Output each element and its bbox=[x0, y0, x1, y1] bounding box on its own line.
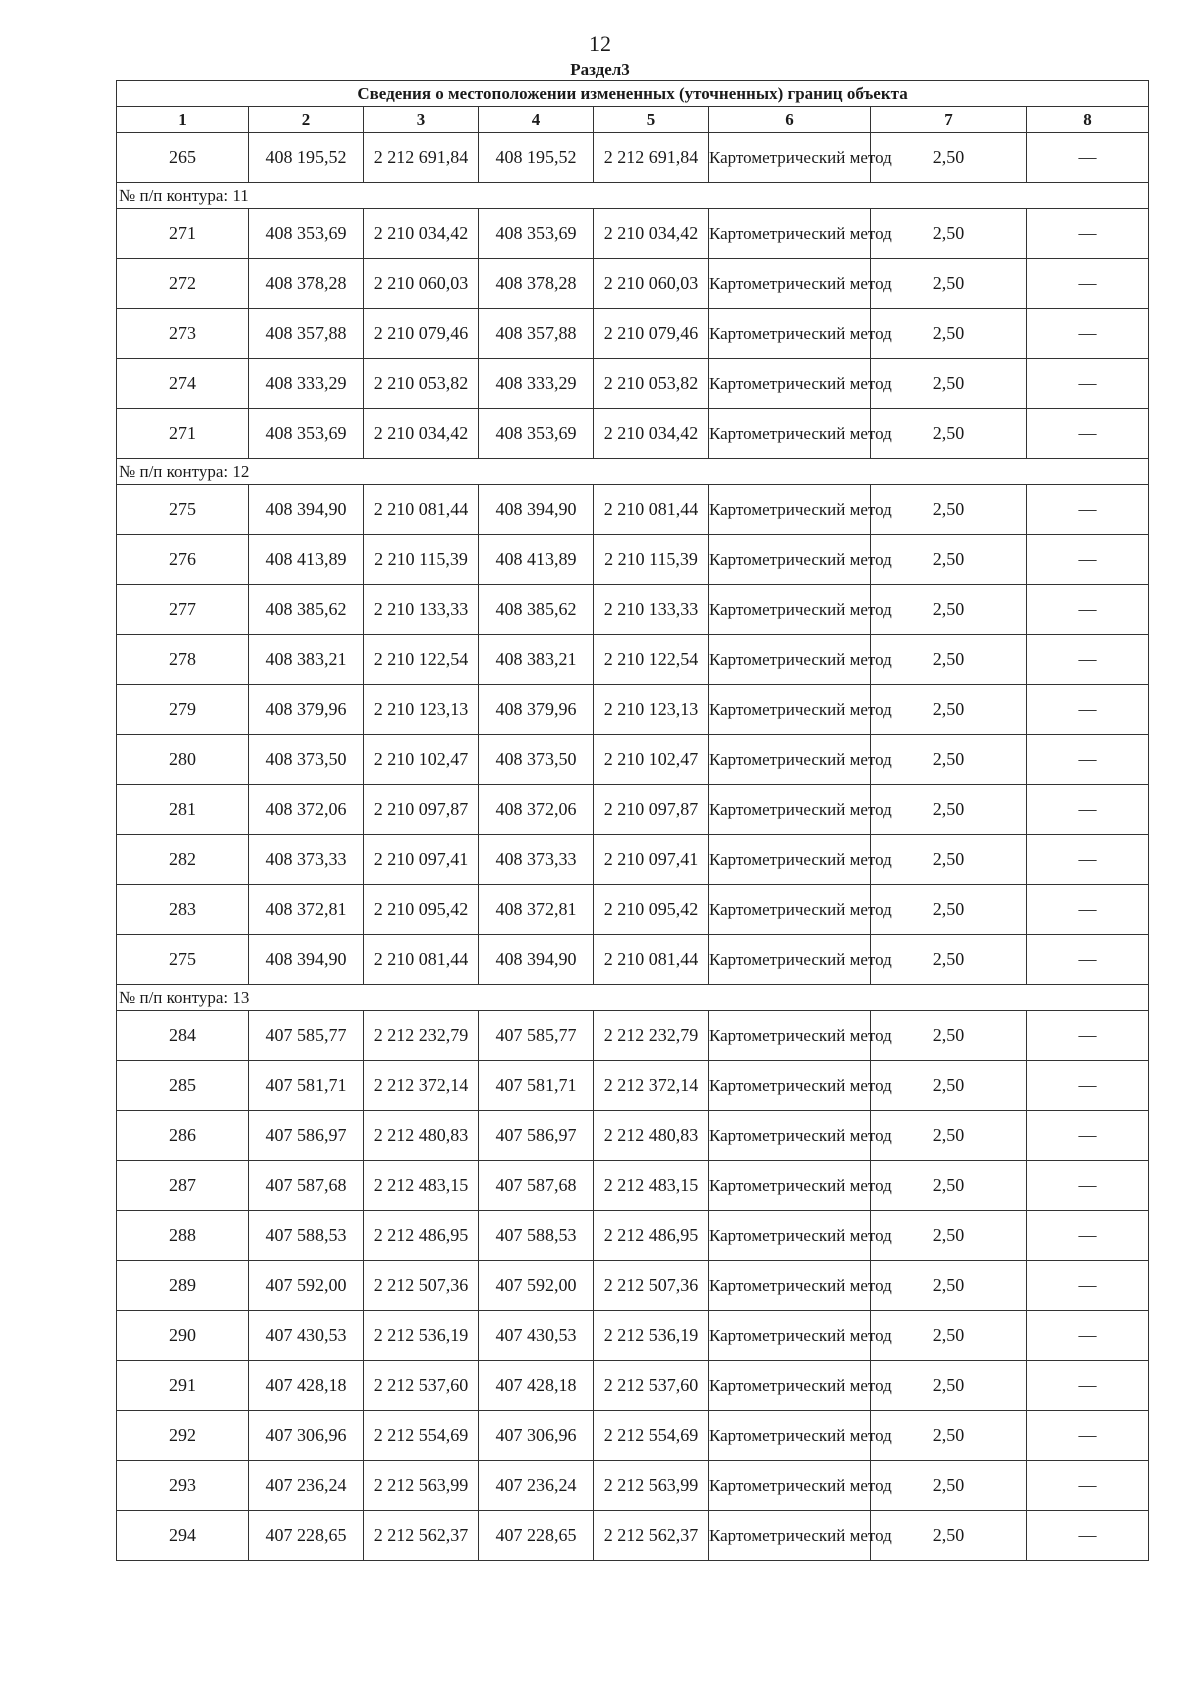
section-title: Раздел3 bbox=[570, 60, 630, 79]
accuracy-cell: 2,50 bbox=[871, 309, 1027, 359]
x-new-cell: 407 581,71 bbox=[479, 1061, 594, 1111]
y-new-cell: 2 210 034,42 bbox=[594, 409, 709, 459]
x-existing-cell: 408 333,29 bbox=[249, 359, 364, 409]
y-new-cell: 2 210 102,47 bbox=[594, 735, 709, 785]
accuracy-cell: 2,50 bbox=[871, 1061, 1027, 1111]
y-existing-cell: 2 212 536,19 bbox=[364, 1311, 479, 1361]
method-cell: Картометрический метод bbox=[709, 485, 871, 535]
y-existing-cell: 2 210 081,44 bbox=[364, 935, 479, 985]
x-existing-cell: 408 394,90 bbox=[249, 935, 364, 985]
accuracy-cell: 2,50 bbox=[871, 685, 1027, 735]
y-existing-cell: 2 212 372,14 bbox=[364, 1061, 479, 1111]
x-existing-cell: 407 585,77 bbox=[249, 1011, 364, 1061]
method-cell: Картометрический метод bbox=[709, 1311, 871, 1361]
accuracy-cell: 2,50 bbox=[871, 209, 1027, 259]
point-number-cell: 279 bbox=[117, 685, 249, 735]
x-new-cell: 408 357,88 bbox=[479, 309, 594, 359]
description-cell: — bbox=[1027, 535, 1149, 585]
y-existing-cell: 2 210 133,33 bbox=[364, 585, 479, 635]
accuracy-cell: 2,50 bbox=[871, 1461, 1027, 1511]
method-cell: Картометрический метод bbox=[709, 535, 871, 585]
point-number-cell: 283 bbox=[117, 885, 249, 935]
x-existing-cell: 408 373,50 bbox=[249, 735, 364, 785]
table-row bbox=[117, 1211, 1149, 1261]
table-row bbox=[117, 1461, 1149, 1511]
table-row bbox=[117, 635, 1149, 685]
point-number-cell: 272 bbox=[117, 259, 249, 309]
accuracy-cell: 2,50 bbox=[871, 1411, 1027, 1461]
y-new-cell: 2 210 060,03 bbox=[594, 259, 709, 309]
point-number-cell: 287 bbox=[117, 1161, 249, 1211]
y-existing-cell: 2 212 563,99 bbox=[364, 1461, 479, 1511]
point-number-cell: 290 bbox=[117, 1311, 249, 1361]
method-cell: Картометрический метод bbox=[709, 835, 871, 885]
x-existing-cell: 408 383,21 bbox=[249, 635, 364, 685]
table-row bbox=[117, 835, 1149, 885]
y-new-cell: 2 210 133,33 bbox=[594, 585, 709, 635]
y-new-cell: 2 212 563,99 bbox=[594, 1461, 709, 1511]
x-new-cell: 407 592,00 bbox=[479, 1261, 594, 1311]
accuracy-cell: 2,50 bbox=[871, 359, 1027, 409]
method-cell: Картометрический метод bbox=[709, 133, 871, 183]
point-number-cell: 274 bbox=[117, 359, 249, 409]
description-cell: — bbox=[1027, 259, 1149, 309]
method-cell: Картометрический метод bbox=[709, 1161, 871, 1211]
x-new-cell: 408 378,28 bbox=[479, 259, 594, 309]
y-existing-cell: 2 210 102,47 bbox=[364, 735, 479, 785]
table-row bbox=[117, 1311, 1149, 1361]
point-number-cell: 289 bbox=[117, 1261, 249, 1311]
x-existing-cell: 407 306,96 bbox=[249, 1411, 364, 1461]
y-existing-cell: 2 212 507,36 bbox=[364, 1261, 479, 1311]
x-existing-cell: 408 379,96 bbox=[249, 685, 364, 735]
column-number: 4 bbox=[479, 107, 594, 133]
x-new-cell: 408 385,62 bbox=[479, 585, 594, 635]
description-cell: — bbox=[1027, 1411, 1149, 1461]
x-existing-cell: 407 587,68 bbox=[249, 1161, 364, 1211]
table-row bbox=[117, 785, 1149, 835]
table-row bbox=[117, 133, 1149, 183]
x-new-cell: 407 228,65 bbox=[479, 1511, 594, 1561]
description-cell: — bbox=[1027, 1061, 1149, 1111]
x-new-cell: 408 413,89 bbox=[479, 535, 594, 585]
accuracy-cell: 2,50 bbox=[871, 935, 1027, 985]
y-new-cell: 2 212 483,15 bbox=[594, 1161, 709, 1211]
coordinates-table bbox=[116, 80, 1149, 1561]
method-cell: Картометрический метод bbox=[709, 259, 871, 309]
description-cell: — bbox=[1027, 935, 1149, 985]
description-cell: — bbox=[1027, 1111, 1149, 1161]
table-row bbox=[117, 209, 1149, 259]
description-cell: — bbox=[1027, 209, 1149, 259]
method-cell: Картометрический метод bbox=[709, 1411, 871, 1461]
table-caption: Сведения о местоположении измененных (уточненных) границ объекта bbox=[117, 81, 1149, 107]
accuracy-cell: 2,50 bbox=[871, 1511, 1027, 1561]
x-new-cell: 407 585,77 bbox=[479, 1011, 594, 1061]
point-number-cell: 277 bbox=[117, 585, 249, 635]
y-new-cell: 2 210 097,87 bbox=[594, 785, 709, 835]
table-row bbox=[117, 935, 1149, 985]
table-row bbox=[117, 1261, 1149, 1311]
x-new-cell: 408 394,90 bbox=[479, 935, 594, 985]
x-new-cell: 408 372,81 bbox=[479, 885, 594, 935]
y-existing-cell: 2 212 480,83 bbox=[364, 1111, 479, 1161]
page-number: 12 bbox=[589, 31, 611, 56]
point-number-cell: 294 bbox=[117, 1511, 249, 1561]
table-row bbox=[117, 585, 1149, 635]
y-new-cell: 2 210 053,82 bbox=[594, 359, 709, 409]
point-number-cell: 271 bbox=[117, 209, 249, 259]
y-new-cell: 2 212 554,69 bbox=[594, 1411, 709, 1461]
accuracy-cell: 2,50 bbox=[871, 835, 1027, 885]
table-row bbox=[117, 259, 1149, 309]
table-row bbox=[117, 1061, 1149, 1111]
point-number-cell: 280 bbox=[117, 735, 249, 785]
x-new-cell: 408 373,33 bbox=[479, 835, 594, 885]
y-existing-cell: 2 210 122,54 bbox=[364, 635, 479, 685]
point-number-cell: 271 bbox=[117, 409, 249, 459]
point-number-cell: 285 bbox=[117, 1061, 249, 1111]
table-row bbox=[117, 1011, 1149, 1061]
x-existing-cell: 407 586,97 bbox=[249, 1111, 364, 1161]
method-cell: Картометрический метод bbox=[709, 1261, 871, 1311]
contour-label: № п/п контура: 12 bbox=[117, 459, 1149, 485]
method-cell: Картометрический метод bbox=[709, 1061, 871, 1111]
table-row bbox=[117, 1411, 1149, 1461]
y-existing-cell: 2 212 483,15 bbox=[364, 1161, 479, 1211]
x-new-cell: 407 586,97 bbox=[479, 1111, 594, 1161]
x-existing-cell: 407 430,53 bbox=[249, 1311, 364, 1361]
y-existing-cell: 2 210 115,39 bbox=[364, 535, 479, 585]
y-existing-cell: 2 212 537,60 bbox=[364, 1361, 479, 1411]
column-number: 2 bbox=[249, 107, 364, 133]
description-cell: — bbox=[1027, 409, 1149, 459]
method-cell: Картометрический метод bbox=[709, 785, 871, 835]
table-row bbox=[117, 1361, 1149, 1411]
point-number-cell: 284 bbox=[117, 1011, 249, 1061]
x-existing-cell: 407 236,24 bbox=[249, 1461, 364, 1511]
method-cell: Картометрический метод bbox=[709, 1511, 871, 1561]
x-existing-cell: 408 353,69 bbox=[249, 209, 364, 259]
point-number-cell: 293 bbox=[117, 1461, 249, 1511]
x-new-cell: 407 306,96 bbox=[479, 1411, 594, 1461]
contour-label: № п/п контура: 11 bbox=[117, 183, 1149, 209]
x-existing-cell: 408 372,81 bbox=[249, 885, 364, 935]
description-cell: — bbox=[1027, 785, 1149, 835]
column-number: 7 bbox=[871, 107, 1027, 133]
description-cell: — bbox=[1027, 735, 1149, 785]
method-cell: Картометрический метод bbox=[709, 409, 871, 459]
method-cell: Картометрический метод bbox=[709, 1361, 871, 1411]
method-cell: Картометрический метод bbox=[709, 735, 871, 785]
description-cell: — bbox=[1027, 835, 1149, 885]
accuracy-cell: 2,50 bbox=[871, 1211, 1027, 1261]
description-cell: — bbox=[1027, 309, 1149, 359]
accuracy-cell: 2,50 bbox=[871, 1361, 1027, 1411]
x-new-cell: 407 588,53 bbox=[479, 1211, 594, 1261]
description-cell: — bbox=[1027, 1161, 1149, 1211]
accuracy-cell: 2,50 bbox=[871, 409, 1027, 459]
contour-header-row bbox=[117, 183, 1149, 209]
table-row bbox=[117, 359, 1149, 409]
description-cell: — bbox=[1027, 1311, 1149, 1361]
x-existing-cell: 408 373,33 bbox=[249, 835, 364, 885]
contour-label: № п/п контура: 13 bbox=[117, 985, 1149, 1011]
x-new-cell: 408 372,06 bbox=[479, 785, 594, 835]
y-new-cell: 2 210 123,13 bbox=[594, 685, 709, 735]
accuracy-cell: 2,50 bbox=[871, 259, 1027, 309]
description-cell: — bbox=[1027, 635, 1149, 685]
accuracy-cell: 2,50 bbox=[871, 585, 1027, 635]
table-row bbox=[117, 685, 1149, 735]
x-new-cell: 408 379,96 bbox=[479, 685, 594, 735]
description-cell: — bbox=[1027, 133, 1149, 183]
accuracy-cell: 2,50 bbox=[871, 735, 1027, 785]
point-number-cell: 282 bbox=[117, 835, 249, 885]
table-row bbox=[117, 485, 1149, 535]
x-new-cell: 408 383,21 bbox=[479, 635, 594, 685]
x-new-cell: 408 195,52 bbox=[479, 133, 594, 183]
method-cell: Картометрический метод bbox=[709, 1211, 871, 1261]
y-new-cell: 2 212 480,83 bbox=[594, 1111, 709, 1161]
point-number-cell: 273 bbox=[117, 309, 249, 359]
x-existing-cell: 407 588,53 bbox=[249, 1211, 364, 1261]
point-number-cell: 275 bbox=[117, 935, 249, 985]
y-new-cell: 2 212 691,84 bbox=[594, 133, 709, 183]
description-cell: — bbox=[1027, 1511, 1149, 1561]
point-number-cell: 275 bbox=[117, 485, 249, 535]
description-cell: — bbox=[1027, 685, 1149, 735]
x-existing-cell: 408 195,52 bbox=[249, 133, 364, 183]
y-existing-cell: 2 212 486,95 bbox=[364, 1211, 479, 1261]
y-new-cell: 2 212 486,95 bbox=[594, 1211, 709, 1261]
x-new-cell: 408 353,69 bbox=[479, 209, 594, 259]
y-new-cell: 2 210 122,54 bbox=[594, 635, 709, 685]
point-number-cell: 281 bbox=[117, 785, 249, 835]
x-existing-cell: 408 394,90 bbox=[249, 485, 364, 535]
x-existing-cell: 407 228,65 bbox=[249, 1511, 364, 1561]
y-existing-cell: 2 210 097,41 bbox=[364, 835, 479, 885]
point-number-cell: 286 bbox=[117, 1111, 249, 1161]
accuracy-cell: 2,50 bbox=[871, 785, 1027, 835]
table-row bbox=[117, 409, 1149, 459]
x-new-cell: 408 333,29 bbox=[479, 359, 594, 409]
x-new-cell: 408 373,50 bbox=[479, 735, 594, 785]
y-existing-cell: 2 210 095,42 bbox=[364, 885, 479, 935]
column-number: 1 bbox=[117, 107, 249, 133]
accuracy-cell: 2,50 bbox=[871, 1011, 1027, 1061]
table-body bbox=[117, 81, 1149, 1561]
x-existing-cell: 407 592,00 bbox=[249, 1261, 364, 1311]
point-number-cell: 265 bbox=[117, 133, 249, 183]
table-caption-row bbox=[117, 81, 1149, 107]
point-number-cell: 276 bbox=[117, 535, 249, 585]
method-cell: Картометрический метод bbox=[709, 1461, 871, 1511]
x-existing-cell: 408 385,62 bbox=[249, 585, 364, 635]
table-row bbox=[117, 1511, 1149, 1561]
y-existing-cell: 2 210 097,87 bbox=[364, 785, 479, 835]
y-new-cell: 2 210 034,42 bbox=[594, 209, 709, 259]
x-new-cell: 407 587,68 bbox=[479, 1161, 594, 1211]
point-number-cell: 291 bbox=[117, 1361, 249, 1411]
accuracy-cell: 2,50 bbox=[871, 1111, 1027, 1161]
column-number: 5 bbox=[594, 107, 709, 133]
accuracy-cell: 2,50 bbox=[871, 133, 1027, 183]
point-number-cell: 292 bbox=[117, 1411, 249, 1461]
y-new-cell: 2 210 097,41 bbox=[594, 835, 709, 885]
y-new-cell: 2 210 081,44 bbox=[594, 935, 709, 985]
description-cell: — bbox=[1027, 1211, 1149, 1261]
x-new-cell: 407 428,18 bbox=[479, 1361, 594, 1411]
point-number-cell: 288 bbox=[117, 1211, 249, 1261]
point-number-cell: 278 bbox=[117, 635, 249, 685]
y-existing-cell: 2 210 060,03 bbox=[364, 259, 479, 309]
accuracy-cell: 2,50 bbox=[871, 1311, 1027, 1361]
table-row bbox=[117, 309, 1149, 359]
y-existing-cell: 2 212 232,79 bbox=[364, 1011, 479, 1061]
x-new-cell: 408 394,90 bbox=[479, 485, 594, 535]
y-existing-cell: 2 212 691,84 bbox=[364, 133, 479, 183]
accuracy-cell: 2,50 bbox=[871, 635, 1027, 685]
description-cell: — bbox=[1027, 1461, 1149, 1511]
method-cell: Картометрический метод bbox=[709, 935, 871, 985]
method-cell: Картометрический метод bbox=[709, 1111, 871, 1161]
description-cell: — bbox=[1027, 359, 1149, 409]
method-cell: Картометрический метод bbox=[709, 885, 871, 935]
accuracy-cell: 2,50 bbox=[871, 535, 1027, 585]
x-new-cell: 408 353,69 bbox=[479, 409, 594, 459]
y-new-cell: 2 212 537,60 bbox=[594, 1361, 709, 1411]
accuracy-cell: 2,50 bbox=[871, 1161, 1027, 1211]
y-new-cell: 2 210 095,42 bbox=[594, 885, 709, 935]
description-cell: — bbox=[1027, 485, 1149, 535]
column-number: 3 bbox=[364, 107, 479, 133]
column-number-row bbox=[117, 107, 1149, 133]
x-new-cell: 407 236,24 bbox=[479, 1461, 594, 1511]
accuracy-cell: 2,50 bbox=[871, 1261, 1027, 1311]
y-existing-cell: 2 212 562,37 bbox=[364, 1511, 479, 1561]
method-cell: Картометрический метод bbox=[709, 359, 871, 409]
x-existing-cell: 408 357,88 bbox=[249, 309, 364, 359]
y-new-cell: 2 212 372,14 bbox=[594, 1061, 709, 1111]
accuracy-cell: 2,50 bbox=[871, 885, 1027, 935]
x-existing-cell: 407 428,18 bbox=[249, 1361, 364, 1411]
table-row bbox=[117, 1161, 1149, 1211]
description-cell: — bbox=[1027, 885, 1149, 935]
table-row bbox=[117, 535, 1149, 585]
x-existing-cell: 408 372,06 bbox=[249, 785, 364, 835]
y-existing-cell: 2 210 034,42 bbox=[364, 209, 479, 259]
y-new-cell: 2 212 536,19 bbox=[594, 1311, 709, 1361]
method-cell: Картометрический метод bbox=[709, 635, 871, 685]
accuracy-cell: 2,50 bbox=[871, 485, 1027, 535]
x-existing-cell: 408 413,89 bbox=[249, 535, 364, 585]
x-existing-cell: 407 581,71 bbox=[249, 1061, 364, 1111]
y-existing-cell: 2 210 034,42 bbox=[364, 409, 479, 459]
method-cell: Картометрический метод bbox=[709, 685, 871, 735]
description-cell: — bbox=[1027, 1361, 1149, 1411]
y-existing-cell: 2 212 554,69 bbox=[364, 1411, 479, 1461]
description-cell: — bbox=[1027, 1261, 1149, 1311]
y-existing-cell: 2 210 053,82 bbox=[364, 359, 479, 409]
x-new-cell: 407 430,53 bbox=[479, 1311, 594, 1361]
contour-header-row bbox=[117, 985, 1149, 1011]
method-cell: Картометрический метод bbox=[709, 309, 871, 359]
y-new-cell: 2 210 079,46 bbox=[594, 309, 709, 359]
x-existing-cell: 408 378,28 bbox=[249, 259, 364, 309]
method-cell: Картометрический метод bbox=[709, 585, 871, 635]
description-cell: — bbox=[1027, 585, 1149, 635]
method-cell: Картометрический метод bbox=[709, 1011, 871, 1061]
column-number: 6 bbox=[709, 107, 871, 133]
contour-header-row bbox=[117, 459, 1149, 485]
y-new-cell: 2 212 562,37 bbox=[594, 1511, 709, 1561]
table-row bbox=[117, 885, 1149, 935]
table-row bbox=[117, 735, 1149, 785]
description-cell: — bbox=[1027, 1011, 1149, 1061]
y-existing-cell: 2 210 081,44 bbox=[364, 485, 479, 535]
y-new-cell: 2 210 115,39 bbox=[594, 535, 709, 585]
column-number: 8 bbox=[1027, 107, 1149, 133]
y-existing-cell: 2 210 079,46 bbox=[364, 309, 479, 359]
x-existing-cell: 408 353,69 bbox=[249, 409, 364, 459]
y-new-cell: 2 212 232,79 bbox=[594, 1011, 709, 1061]
y-new-cell: 2 212 507,36 bbox=[594, 1261, 709, 1311]
table-row bbox=[117, 1111, 1149, 1161]
y-existing-cell: 2 210 123,13 bbox=[364, 685, 479, 735]
y-new-cell: 2 210 081,44 bbox=[594, 485, 709, 535]
method-cell: Картометрический метод bbox=[709, 209, 871, 259]
